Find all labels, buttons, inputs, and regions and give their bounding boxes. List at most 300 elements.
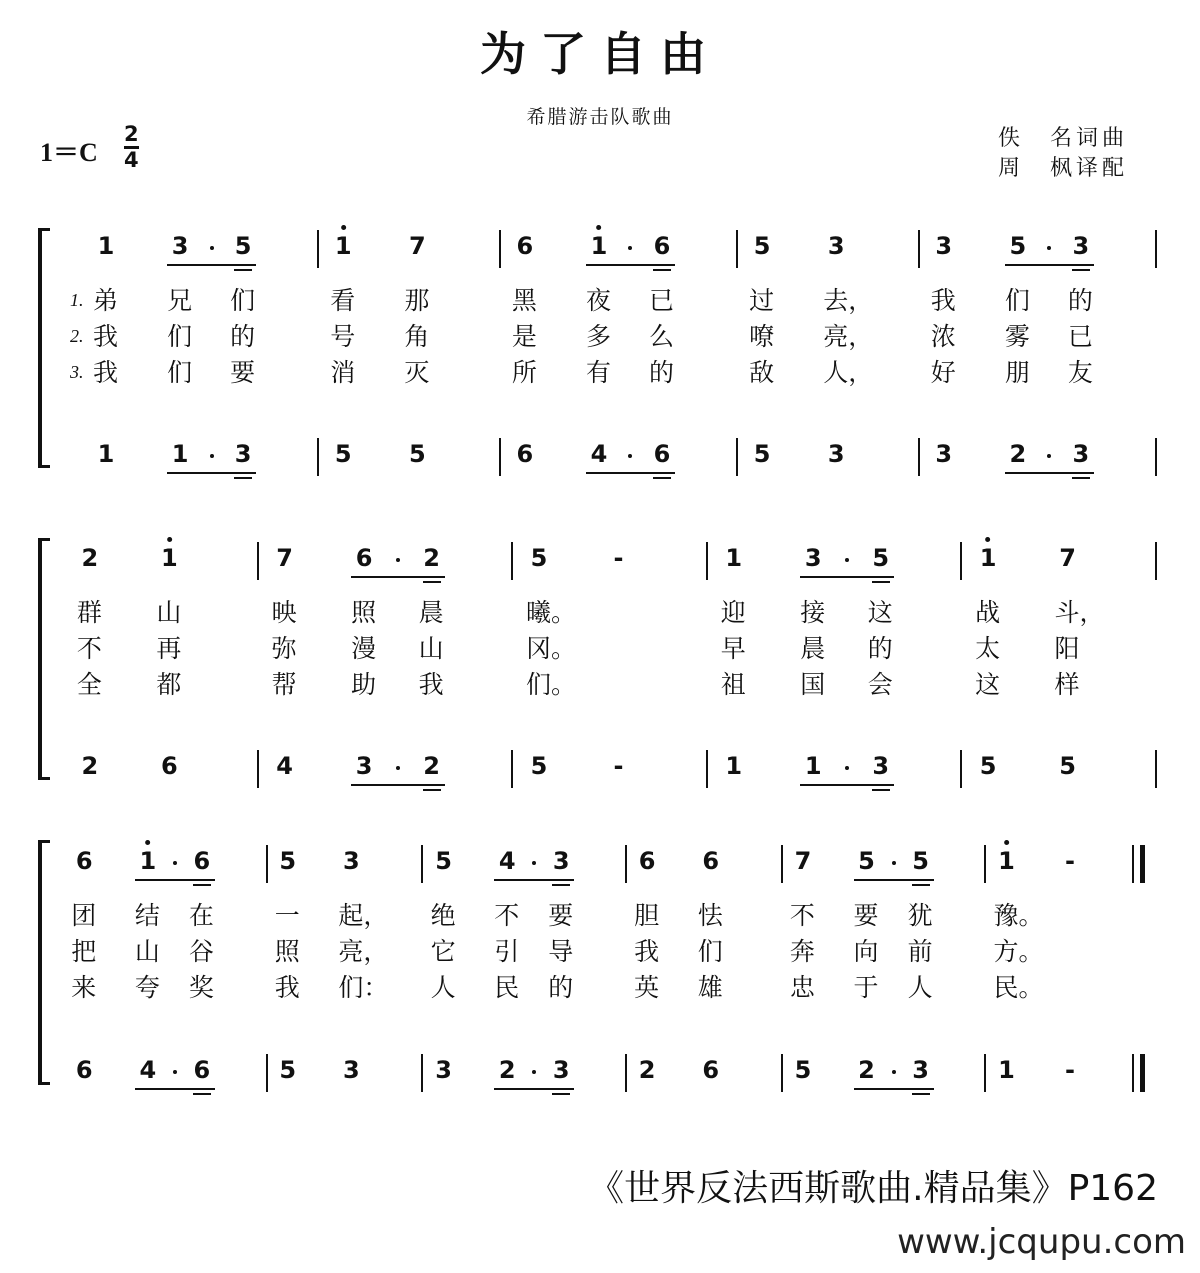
meter-top: 2 [124,122,139,146]
lyric-syllable: 犹 [907,901,933,930]
lyric-syllable: 向 [853,937,879,966]
dot [628,246,632,250]
lyric-syllable: 么 [648,322,674,351]
lyric-syllable: 多 [585,322,611,351]
note: 2 [638,1056,656,1084]
beam-16th [653,269,671,271]
dot [1047,454,1051,458]
lyric-syllable: 的 [648,358,674,387]
note: 6 [75,1056,93,1084]
beam-16th [1072,269,1090,271]
beam-16th [234,477,252,479]
barline [781,1054,783,1092]
beam [854,1088,934,1090]
note: 1 [804,752,822,780]
beam-16th [552,884,570,886]
note: 5 [279,847,297,875]
lyric-syllable: 英 [634,973,660,1002]
lyric-syllable: 早 [720,634,746,663]
lyric-syllable: 山 [134,937,160,966]
barline [736,230,738,268]
note: 7 [794,847,812,875]
final-barline-thick [1140,1054,1145,1092]
note: 7 [1059,544,1076,572]
lyric-syllable: 这 [867,598,893,627]
lyric-syllable: 人 [430,973,456,1002]
barline [257,542,259,580]
lyric-syllable: 亮， [338,937,389,966]
barline [960,750,962,788]
lyric-syllable: 阳 [1054,634,1080,663]
lyric-syllable: 绝 [430,901,456,930]
note: 3 [1072,232,1090,260]
note: 5 [279,1056,297,1084]
beam-16th [912,884,930,886]
beam-16th [872,581,890,583]
lyric-syllable: 雾 [1004,322,1030,351]
lyric-syllable: 前 [907,937,933,966]
lyric-syllable: 们 [167,358,193,387]
dot [845,766,849,770]
lyric-syllable: 都 [156,670,182,699]
lyric-syllable: 我 [930,286,956,315]
note: 3 [343,847,360,875]
verse-number: 3. [70,362,84,382]
bracket-bottom-hook [38,465,50,468]
beam-16th [653,477,671,479]
lyric-syllable: 战 [975,598,1001,627]
note: 4 [590,440,608,468]
note: 3 [804,544,822,572]
bracket-top-hook [38,840,50,843]
meter-bottom: 4 [124,148,139,172]
lyric-syllable: 一 [274,901,300,930]
lyric-syllable: 在 [188,901,214,930]
upper-octave-dot [986,537,991,542]
lyric-syllable: 们。 [525,670,576,699]
note: 1 [998,1056,1015,1084]
lyric-syllable: 太 [975,634,1001,663]
dot [892,861,896,865]
note: 3 [827,440,845,468]
lyric-syllable: 的 [1067,286,1093,315]
lyric-syllable: 起， [338,901,389,930]
lyric-syllable: 山 [418,634,444,663]
lyric-syllable: 谷 [188,937,214,966]
dot [532,861,536,865]
barline [421,1054,423,1092]
note: 7 [276,544,293,572]
lyric-syllable: 要 [853,901,879,930]
lyric-syllable: 这 [975,670,1001,699]
beam-16th [552,1093,570,1095]
lyric-syllable: 消 [330,358,356,387]
note: 6 [653,440,671,468]
lyric-syllable: 人 [907,973,933,1002]
final-barline-thin [1132,845,1134,883]
lyric-syllable: 过 [749,286,775,315]
note: 1 [171,440,189,468]
website-watermark: www.jcqupu.com [897,1222,1186,1262]
time-signature [124,124,139,171]
final-barline-thin [1132,1054,1134,1092]
note: 6 [702,847,720,875]
lyric-syllable: 怯 [697,901,723,930]
key-signature: 1＝C [40,138,98,167]
lyric-syllable: 敌 [749,358,775,387]
note: 1 [725,752,743,780]
song-subtitle: 希腊游击队歌曲 [526,106,674,128]
note: 1 [335,232,352,260]
lyric-syllable: 的 [230,322,256,351]
note: 3 [912,1056,929,1084]
lyric-syllable: 接 [800,598,826,627]
lyric-syllable: 斗， [1054,598,1105,627]
rest-dash: - [613,544,624,572]
lyric-syllable: 于 [853,973,879,1002]
lyric-syllable: 晨 [800,634,826,663]
lyric-syllable: 嘹 [749,322,775,351]
note: 5 [334,440,352,468]
note: 2 [858,1056,875,1084]
beam [800,784,894,786]
barline [257,750,259,788]
note: 6 [702,1056,720,1084]
lyric-syllable: 灭 [404,358,430,387]
lyric-syllable: 照 [351,598,377,627]
lyric-syllable: 漫 [351,634,377,663]
note: 5 [234,232,252,260]
note: 6 [193,1056,211,1084]
note: 2 [423,544,440,572]
beam [167,472,256,474]
lyric-syllable: 引 [494,937,520,966]
beam [854,879,934,881]
upper-octave-dot [1004,840,1009,845]
lyric-syllable: 要 [548,901,574,930]
lyric-syllable: 朋 [1004,358,1030,387]
note: 3 [935,232,953,260]
barline [266,1054,268,1092]
rest-dash: - [1065,1056,1076,1084]
dot [892,1070,896,1074]
lyric-syllable: 再 [156,634,182,663]
beam [135,1088,215,1090]
dot [628,454,632,458]
note: 2 [81,752,99,780]
source-citation: 《世界反法西斯歌曲.精品集》P162 [588,1168,1158,1209]
note: 6 [516,440,534,468]
lyric-syllable: 不 [76,634,102,663]
beam-16th [1072,477,1090,479]
beam-16th [872,789,890,791]
note: 6 [75,847,93,875]
verse-number: 1. [70,290,84,310]
lyric-syllable: 弥 [271,634,297,663]
note: 3 [171,232,189,260]
beam [494,879,574,881]
lyric-syllable: 映 [271,598,297,627]
barline [1155,542,1157,580]
lyric-syllable: 兄 [167,286,193,315]
upper-octave-dot [167,537,172,542]
note: 3 [1072,440,1090,468]
barline [706,542,708,580]
note: 4 [139,1056,157,1084]
note: 5 [1059,752,1076,780]
lyric-syllable: 已 [648,286,674,315]
note: 1 [97,232,115,260]
note: 3 [827,232,845,260]
lyric-syllable: 民。 [993,973,1044,1002]
lyric-syllable: 它 [430,937,456,966]
note: 5 [1009,232,1027,260]
barline [511,750,513,788]
note: 1 [161,544,178,572]
lyric-syllable: 我 [634,937,660,966]
dot [396,558,400,562]
barline [781,845,783,883]
lyric-syllable: 是 [511,322,537,351]
lyric-syllable: 弟 [92,286,118,315]
upper-octave-dot [341,225,346,230]
lyric-syllable: 亮， [823,322,874,351]
lyric-syllable: 曦。 [525,598,576,627]
barline [960,542,962,580]
lyric-syllable: 国 [800,670,826,699]
dot [210,246,214,250]
note: 5 [912,847,929,875]
barline [317,438,319,476]
lyric-syllable: 们 [697,937,723,966]
note: 3 [872,752,890,780]
lyric-syllable: 好 [930,358,956,387]
lyric-syllable: 团 [71,901,97,930]
bracket-top-hook [38,228,50,231]
lyric-syllable: 导 [548,937,574,966]
beam [1005,472,1094,474]
lyric-syllable: 样 [1054,670,1080,699]
lyric-syllable: 浓 [930,322,956,351]
note: 1 [139,847,156,875]
lyric-syllable: 号 [330,322,356,351]
barline [625,1054,627,1092]
dot [173,1070,177,1074]
lyric-syllable: 会 [867,670,893,699]
note: 5 [979,752,997,780]
dot [396,766,400,770]
note: 6 [355,544,373,572]
note: 2 [81,544,99,572]
lyric-syllable: 帮 [271,670,297,699]
lyric-syllable: 全 [76,670,102,699]
lyric-syllable: 迎 [720,598,746,627]
lyric-syllable: 我 [274,973,300,1002]
lyric-syllable: 晨 [418,598,444,627]
barline [625,845,627,883]
barline [706,750,708,788]
lyric-syllable: 们： [338,973,389,1002]
dot [1047,246,1051,250]
bracket-bottom-hook [38,777,50,780]
beam-16th [234,269,252,271]
note: 3 [343,1056,360,1084]
lyric-syllable: 人， [823,358,874,387]
lyric-syllable: 黑 [511,286,537,315]
lyric-syllable: 看 [330,286,356,315]
note: 3 [234,440,252,468]
note: 6 [653,232,671,260]
note: 1 [980,544,997,572]
system-bracket [38,538,42,780]
beam [135,879,215,881]
lyric-syllable: 来 [71,973,97,1002]
beam-16th [423,581,441,583]
lyric-syllable: 山 [156,598,182,627]
verse-number: 2. [70,326,84,346]
upper-octave-dot [145,840,150,845]
barline [1155,750,1157,788]
bracket-bottom-hook [38,1082,50,1085]
lyric-syllable: 要 [230,358,256,387]
lyric-syllable: 去， [823,286,874,315]
note: 4 [276,752,293,780]
note: 2 [1009,440,1027,468]
barline [499,438,501,476]
note: 5 [530,544,548,572]
dot [210,454,214,458]
beam-16th [193,884,211,886]
lyric-syllable: 不 [789,901,815,930]
barline [984,845,986,883]
note: 5 [408,440,426,468]
beam-16th [423,789,441,791]
lyric-syllable: 所 [511,358,537,387]
note: 2 [498,1056,516,1084]
lyric-syllable: 那 [404,286,430,315]
note: 1 [591,232,608,260]
lyric-syllable: 祖 [720,670,746,699]
lyric-syllable: 结 [134,901,160,930]
barline [984,1054,986,1092]
lyric-syllable: 奔 [789,937,815,966]
beam [351,576,445,578]
note: 3 [552,1056,570,1084]
beam [351,784,445,786]
lyric-syllable: 奖 [188,973,214,1002]
beam [800,576,894,578]
lyric-syllable: 把 [71,937,97,966]
note: 4 [498,847,516,875]
lyric-syllable: 角 [404,322,430,351]
lyric-syllable: 不 [494,901,520,930]
credits [998,124,1128,184]
barline [1155,230,1157,268]
lyric-syllable: 雄 [697,973,723,1002]
lyric-syllable: 冈。 [525,634,576,663]
lyric-syllable: 的 [548,973,574,1002]
note: 2 [423,752,440,780]
lyricist-composer: 佚 名词曲 [998,126,1129,151]
lyric-syllable: 群 [76,598,102,627]
dot [532,1070,536,1074]
song-title: 为了自由 [480,27,720,81]
lyric-syllable: 助 [351,670,377,699]
note: 3 [935,440,953,468]
note: 6 [516,232,534,260]
note: 5 [753,232,771,260]
note: 3 [435,1056,452,1084]
lyric-syllable: 忠 [789,973,815,1002]
barline [918,438,920,476]
note: 6 [638,847,656,875]
lyric-syllable: 我 [418,670,444,699]
final-barline-thick [1140,845,1145,883]
note: 1 [97,440,115,468]
lyric-syllable: 已 [1067,322,1093,351]
lyric-syllable: 夸 [134,973,160,1002]
rest-dash: - [1065,847,1076,875]
beam-16th [912,1093,930,1095]
upper-octave-dot [596,225,601,230]
lyric-syllable: 我 [92,358,118,387]
lyric-syllable: 们 [230,286,256,315]
note: 6 [193,847,211,875]
barline [499,230,501,268]
lyric-syllable: 有 [585,358,611,387]
lyric-syllable: 们 [1004,286,1030,315]
barline [421,845,423,883]
note: 6 [160,752,178,780]
lyric-syllable: 我 [92,322,118,351]
rest-dash: - [613,752,624,780]
note: 5 [794,1056,812,1084]
lyric-syllable: 夜 [585,286,611,315]
lyric-syllable: 方。 [993,937,1044,966]
note: 5 [435,847,452,875]
beam [167,264,256,266]
lyric-syllable: 的 [867,634,893,663]
note: 3 [355,752,373,780]
note: 7 [408,232,426,260]
dot [845,558,849,562]
beam [586,472,675,474]
beam [586,264,675,266]
lyric-syllable: 民 [494,973,520,1002]
system-bracket [38,228,42,468]
beam-16th [193,1093,211,1095]
translator: 周 枫译配 [998,156,1129,181]
barline [511,542,513,580]
barline [736,438,738,476]
note: 1 [998,847,1015,875]
note: 5 [872,544,890,572]
note: 5 [858,847,875,875]
beam [1005,264,1094,266]
lyric-syllable: 照 [274,937,300,966]
note: 3 [552,847,570,875]
barline [317,230,319,268]
lyric-syllable: 胆 [634,901,660,930]
system-bracket [38,840,42,1085]
dot [173,861,177,865]
lyric-syllable: 豫。 [993,901,1044,930]
beam [494,1088,574,1090]
lyric-syllable: 友 [1067,358,1093,387]
note: 5 [753,440,771,468]
barline [918,230,920,268]
lyric-syllable: 们 [167,322,193,351]
